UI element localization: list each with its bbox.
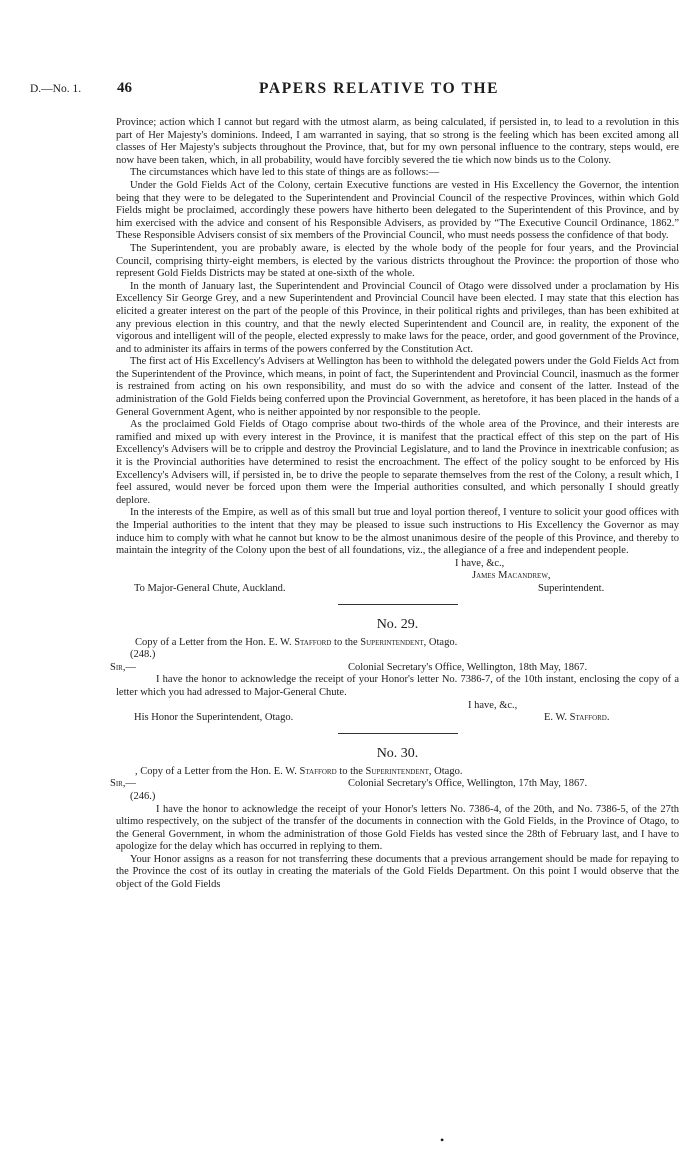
- addressee-row: [116, 583, 679, 596]
- paragraph: I have the honor to acknowledge the receipt of your Honor's letters No. 7386-4, of the 20th, and No. 7386-5, of the 27th ultimo respectively, on the subject of the transfer of the documents in connection with the Gold Fields, in the Province of Otago, to the General Government, in whom the administration of those Gold Fields has vested since the 28th of February last, and I have to apologize for the delay which has occurred in replying to them.: [116, 803, 679, 853]
- dateline: Colonial Secretary's Office, Wellington, 18th May, 1867.: [348, 661, 588, 673]
- closing: I have, &c.,: [468, 699, 518, 711]
- letter-macandrew: [116, 117, 679, 596]
- addressee: To Major-General Chute, Auckland.: [134, 582, 286, 594]
- page-body: [110, 117, 679, 892]
- letter-caption: , Copy of a Letter from the Hon. E. W. Stafford to the Superintendent, Otago.: [135, 765, 463, 777]
- section-divider: [338, 733, 458, 734]
- addressee: His Honor the Superintendent, Otago.: [134, 712, 294, 724]
- closing: I have, &c.,: [455, 557, 505, 569]
- signatory: James Macandrew,: [472, 570, 551, 582]
- salutation-row: [110, 661, 679, 675]
- salutation: Sir,—: [110, 661, 136, 673]
- signatory-row: [116, 570, 679, 583]
- signatory: E. W. Stafford.: [544, 712, 610, 724]
- paragraph: I have the honor to acknowledge the receipt of your Honor's letter No. 7386-7, of the 10th instant, enclosing the copy of a letter which you had adressed to Major-General Chute.: [116, 674, 679, 698]
- document-reference: D.—No. 1.: [30, 83, 82, 95]
- page-header: [0, 0, 700, 97]
- paragraph: Province; action which I cannot but regard with the utmost alarm, as being calculated, if persisted in, to lead to a revolution in this part of Her Majesty's dominions. Indeed, I am warranted in saying, that so strong is the feeling which has been excited among all classes of Her Majesty's subjects throughout the Province, that, but for my own personal influence to the contrary, steps would, ere now have been taken, which, in all probability, would have forcibly severed the tie which now binds us to the Colony.: [116, 117, 679, 166]
- paragraph: The circumstances which have led to this state of things are as follows:—: [130, 167, 440, 179]
- letter-30: [110, 745, 679, 892]
- reference-number: (248.): [130, 649, 156, 661]
- addressee-row: [116, 712, 679, 725]
- dateline: Colonial Secretary's Office, Wellington, 17th May, 1867.: [348, 778, 588, 790]
- paragraph: The Superintendent, you are probably aware, is elected by the whole body of the people for four years, and the Provincial Council, comprising thirty-eight members, is elected by the various districts throughout the Province: the proportion of those who represent Gold Fields Districts may be stated at one-sixth of the whole.: [116, 242, 679, 280]
- section-divider: [338, 604, 458, 605]
- salutation: Sir,—: [110, 778, 136, 790]
- reference-number: (246.): [130, 790, 156, 802]
- signatory-title: Superintendent.: [538, 582, 605, 594]
- paragraph: In the interests of the Empire, as well as of this small but true and loyal portion thereof, I venture to solicit your good offices with the Imperial authorities to the intent that they may be pleased to issue such instructions to His Excellency the Governor as may induce him to comply with what he cannot but know to be the almost unanimous desire of the people of this Province, and thereby to maintain the integrity of the Colony upon the best of all foundations, viz., the allegiance of a free and independent people.: [116, 507, 679, 557]
- paragraph: As the proclaimed Gold Fields of Otago comprise about two-thirds of the whole area of the Province, and their interests are ramified and mixed up with every interest in the Province, it is manifest that the practical effect of this step on the part of His Excellency's Advisers will be to cripple and destroy the Provincial Legislature, and to land the Province in inextricable confusion; as it is the Provincial authorities have determined to resist the encroachment. The effect of the policy sought to be enforced by His Excellency's Advisers will, if persisted in, be to drive the people to separate themselves from the rest of the Colony, a result which, I feel assured, would never be forced upon them were the Imperial authorities consulted, and which personally I should greatly deplore.: [116, 419, 679, 506]
- paragraph: Under the Gold Fields Act of the Colony, certain Executive functions are vested in His Excellency the Governor, the intention being that they were to be delegated to the Superintendent and Provincial Council of the respective Provinces, within which Gold Fields might be proclaimed, accordingly these powers have hitherto been delegated to the Superintendent of this Province, and by him exercised with the advice and consent of his Responsible Advisers, as provided by “The Executive Council Ordinance, 1862.” These Responsible Advisers consist of six members of the Provincial Council, who must needs possess the confidence of that body.: [116, 179, 679, 242]
- closing-row: [116, 558, 679, 571]
- letter-number: No. 29.: [376, 616, 419, 632]
- page-number: 46: [117, 80, 132, 96]
- paragraph: The first act of His Excellency's Advisers at Wellington has been to withhold the delegated powers under the Gold Fields Act from the Superintendent of the Province, which means, in point of fact, the Superintendent and Provincial Council, inasmuch as the former is restrained from acting on his own responsibility, and must do so with the advice and consent of the latter. Instead of the administration of the Gold Fields being conferred upon the Provincial Government, as heretofore, it has been placed in the hands of a General Government Agent, who is neither appointed by nor responsible to the people.: [116, 356, 679, 418]
- salutation-row: [110, 778, 679, 791]
- closing-row: [116, 700, 679, 713]
- page-title: PAPERS RELATIVE TO THE: [259, 80, 500, 97]
- letter-number: No. 30.: [376, 745, 419, 761]
- page-mark: •: [440, 1133, 445, 1147]
- letter-caption: Copy of a Letter from the Hon. E. W. Stafford to the Superintendent, Otago.: [135, 636, 458, 648]
- paragraph: Your Honor assigns as a reason for not transferring these documents that a previous arrangement should be made for repaying to the Province the cost of its outlay in creating the materials of the Gold Fields Department. On this point I would observe that the object of the Gold Fields: [116, 853, 679, 891]
- letter-29: [110, 616, 679, 725]
- paragraph: In the month of January last, the Superintendent and Provincial Council of Otago were dissolved under a proclamation by His Excellency Sir George Grey, and a new Superintendent and Provincial Council have been elected. I may state that this election has elicited a greater interest on the part of the people of this Province, in their political rights and privileges, than has been exhibited at any previous election in this country, and that the newly elected Superintendent and Council are, in reality, the exponent of the vigorous and intelligent will of the people, elected expressly to make laws for the peace, order, and good government of the Province, and to administer its affairs in terms of the powers conferred by the Constitution Act.: [116, 280, 679, 355]
